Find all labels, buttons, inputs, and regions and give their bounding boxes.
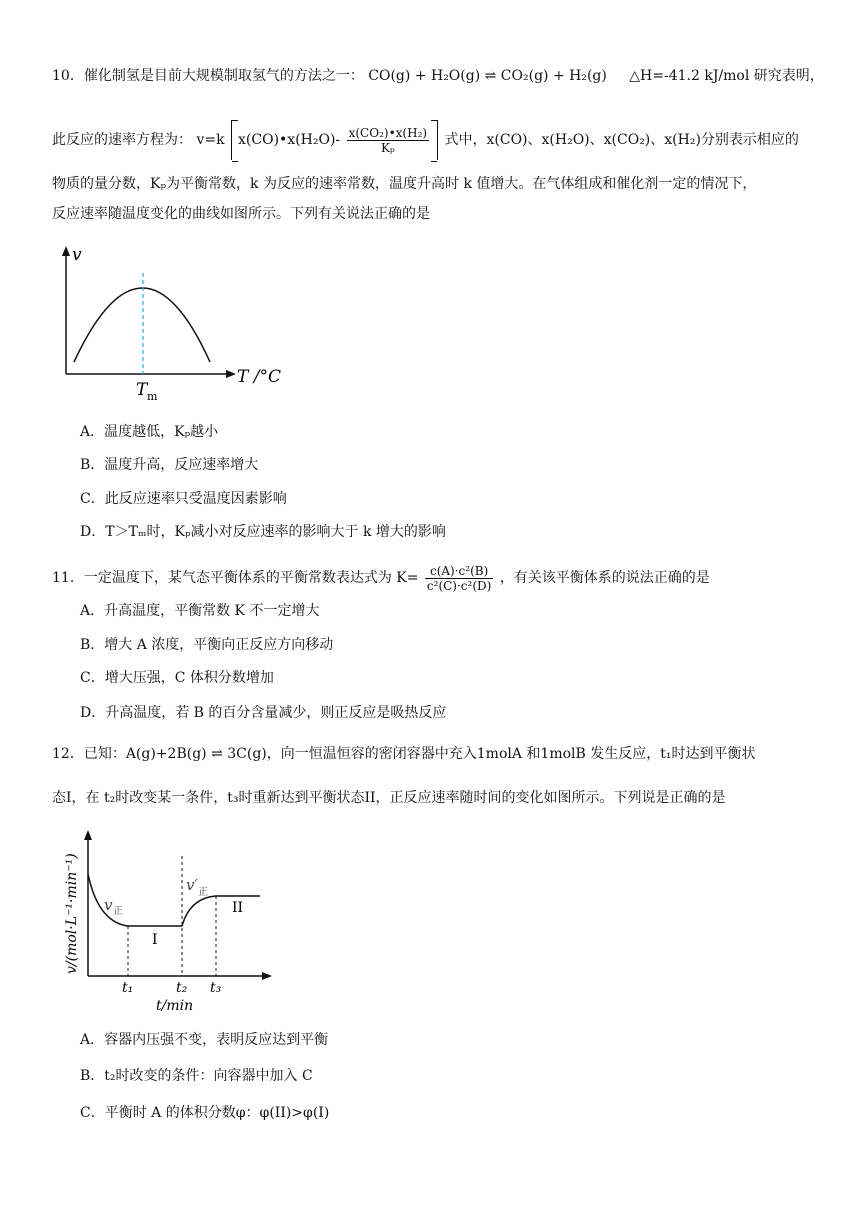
q10-rate-lhs: v=k (196, 132, 225, 148)
q12-x-label: t/min (156, 998, 194, 1014)
q10-peak-sub: m (147, 390, 158, 403)
q10-line3: 物质的量分数，Kₚ为平衡常数，k 为反应的速率常数，温度升高时 k 值增大。在气体组成和催化剂一定的情况下， (52, 176, 757, 192)
q11-option-d[interactable]: D．升高温度，若 B 的百分含量减少，则正反应是吸热反应 (80, 705, 447, 721)
q10-rate-temperature-graph (50, 244, 300, 404)
q12-x-arrow (262, 972, 272, 980)
q11-option-c[interactable]: C．增大压强，C 体积分数增加 (80, 670, 274, 686)
q12-region-2: II (232, 900, 244, 916)
q11-k-denominator: c²(C)·c²(D) (426, 578, 492, 593)
q12-v-forward-curve-2 (182, 896, 260, 926)
q12-t1-label: t₁ (122, 980, 134, 996)
q11-option-a[interactable]: A．升高温度，平衡常数 K 不一定增大 (80, 603, 320, 619)
q12-t3-label: t₃ (210, 980, 222, 996)
q10-rate-curve (74, 288, 210, 362)
q12-v-label: v (104, 896, 113, 914)
q12-v2-sub: 正 (198, 887, 208, 898)
q10-enthalpy: △H=-41.2 kJ/mol (629, 68, 750, 84)
q11-intro: 11．一定温度下，某气态平衡体系的平衡常数表达式为 K= (52, 570, 419, 586)
q10-y-arrow (62, 246, 70, 256)
q10-option-b[interactable]: B．温度升高，反应速率增大 (80, 457, 259, 473)
q10-rate-term1: x(CO)•x(H₂O)- (238, 132, 341, 148)
q10-rate-denominator: Kₚ (380, 140, 395, 155)
q10-option-a[interactable]: A．温度越低，Kₚ越小 (80, 424, 219, 440)
q10-line1 (52, 66, 824, 86)
q10-option-c[interactable]: C．此反应速率只受温度因素影响 (80, 491, 287, 507)
q12-option-b[interactable]: B．t₂时改变的条件：向容器中加入 C (80, 1068, 313, 1084)
q12-line1: 12．已知：A(g)+2B(g) ⇌ 3C(g)，向一恒温恒容的密闭容器中充入1molA 和1molB 发生反应，t₁时达到平衡状 (52, 746, 756, 762)
q12-rate-time-graph (56, 826, 286, 1016)
q11-k-fraction (425, 564, 493, 593)
q12-v-forward-curve-1 (88, 874, 182, 926)
q12-y-label: v/(mol·L⁻¹·min⁻¹) (64, 853, 80, 974)
q12-region-1: I (152, 932, 158, 948)
q10-rate-intro: 此反应的速率方程为： (52, 132, 192, 148)
q10-x-label: T /°C (237, 367, 281, 387)
q10-intro: 10．催化制氢是目前大规模制取氢气的方法之一： (52, 68, 364, 84)
q11-k-numerator: c(A)·c²(B) (425, 564, 493, 579)
q10-line1-tail: 研究表明， (753, 68, 824, 84)
q10-rate-numerator: x(CO₂)•x(H₂) (348, 125, 428, 140)
q12-line2: 态I，在 t₂时改变某一条件，t₃时重新达到平衡状态II，正反应速率随时间的变化如图所示。下列说是正确的是 (52, 790, 726, 806)
q10-y-label: v (72, 245, 82, 265)
q12-y-arrow (84, 830, 92, 840)
q10-rate-tail: 式中，x(CO)、x(H₂O)、x(CO₂)、x(H₂)分别表示相应的 (444, 132, 799, 148)
q12-option-c[interactable]: C．平衡时 A 的体积分数φ：φ(II)>φ(I) (80, 1105, 330, 1121)
q12-v2-label: v′ (186, 876, 198, 894)
q10-line2 (52, 120, 799, 160)
q11-option-b[interactable]: B．增大 A 浓度，平衡向正反应方向移动 (80, 637, 334, 653)
q10-option-d[interactable]: D．T＞Tₘ时，Kₚ减小对反应速率的影响大于 k 增大的影响 (80, 524, 446, 540)
q10-line4: 反应速率随温度变化的曲线如图所示。下列有关说法正确的是 (52, 206, 430, 222)
q11-stem (52, 560, 710, 596)
q10-peak-label: T (136, 380, 148, 400)
q12-v-sub: 正 (113, 906, 123, 917)
q11-tail: ，有关该平衡体系的说法正确的是 (499, 570, 710, 586)
q12-option-a[interactable]: A．容器内压强不变，表明反应达到平衡 (80, 1032, 329, 1048)
q10-equation: CO(g) + H₂O(g) ⇌ CO₂(g) + H₂(g) (368, 68, 607, 84)
q12-t2-label: t₂ (176, 980, 188, 996)
q10-x-arrow (226, 370, 236, 378)
q10-rate-fraction (347, 126, 429, 155)
q10-rate-bracket (231, 120, 438, 160)
